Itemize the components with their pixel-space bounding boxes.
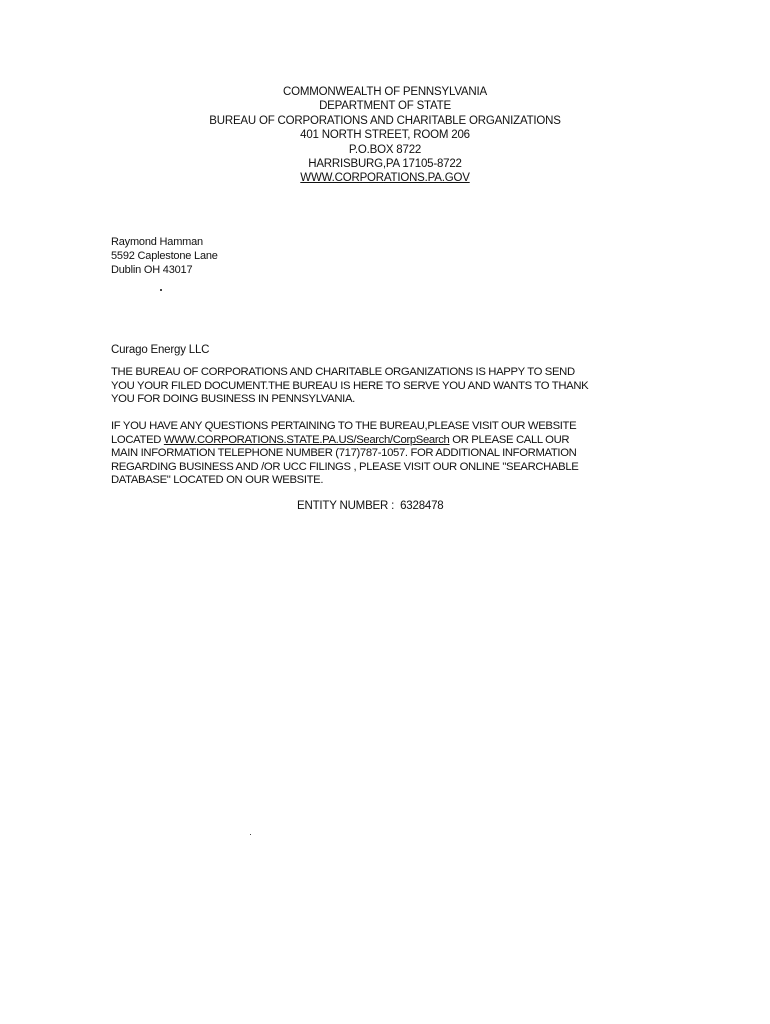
thank-you-paragraph — [111, 366, 588, 407]
company-name: Curago Energy LLC — [111, 344, 210, 356]
paragraph-line: REGARDING BUSINESS AND /OR UCC FILINGS , PLEASE VISIT OUR ONLINE "SEARCHABLE — [111, 460, 579, 473]
recipient-city: Dublin OH 43017 — [111, 264, 193, 276]
entity-number-value: 6328478 — [400, 500, 444, 512]
paragraph-line: YOU YOUR FILED DOCUMENT.THE BUREAU IS HERE TO SERVE YOU AND WANTS TO THANK — [111, 379, 589, 392]
letterhead-bureau: BUREAU OF CORPORATIONS AND CHARITABLE ORGANIZATIONS — [209, 114, 561, 127]
recipient-address — [111, 235, 218, 277]
paragraph-line — [111, 434, 578, 448]
corp-search-link[interactable]: WWW.CORPORATIONS.STATE.PA.US/Search/CorpSearch — [163, 433, 450, 446]
paragraph-line: YOU FOR DOING BUSINESS IN PENNSYLVANIA. — [111, 393, 355, 406]
recipient-name: Raymond Hamman — [111, 236, 203, 248]
letterhead-commonwealth: COMMONWEALTH OF PENNSYLVANIA — [283, 86, 487, 98]
located-text: LOCATED — [111, 433, 164, 446]
call-text: OR PLEASE CALL OUR — [449, 433, 570, 446]
letterhead-department: DEPARTMENT OF STATE — [319, 100, 451, 113]
paragraph-line: MAIN INFORMATION TELEPHONE NUMBER (717)787-1057. FOR ADDITIONAL INFORMATION — [111, 447, 577, 460]
paragraph-line: DATABASE" LOCATED ON OUR WEBSITE. — [111, 474, 324, 487]
letterhead-street: 401 NORTH STREET, ROOM 206 — [300, 129, 470, 142]
paragraph-line: IF YOU HAVE ANY QUESTIONS PERTAINING TO THE BUREAU,PLEASE VISIT OUR WEBSITE — [111, 420, 577, 432]
letterhead-po-box: P.O.BOX 8722 — [348, 143, 422, 156]
scan-speck — [160, 289, 162, 291]
letterhead-website-link[interactable]: WWW.CORPORATIONS.PA.GOV — [300, 172, 470, 185]
questions-paragraph — [111, 420, 578, 488]
entity-number-line — [297, 499, 443, 513]
letterhead-city: HARRISBURG,PA 17105-8722 — [308, 158, 462, 171]
entity-number-label: ENTITY NUMBER : — [297, 500, 395, 512]
letterhead — [0, 85, 770, 186]
recipient-street: 5592 Caplestone Lane — [111, 250, 218, 262]
paragraph-line: THE BUREAU OF CORPORATIONS AND CHARITABLE ORGANIZATIONS IS HAPPY TO SEND — [111, 366, 575, 378]
scan-speck — [250, 834, 251, 835]
